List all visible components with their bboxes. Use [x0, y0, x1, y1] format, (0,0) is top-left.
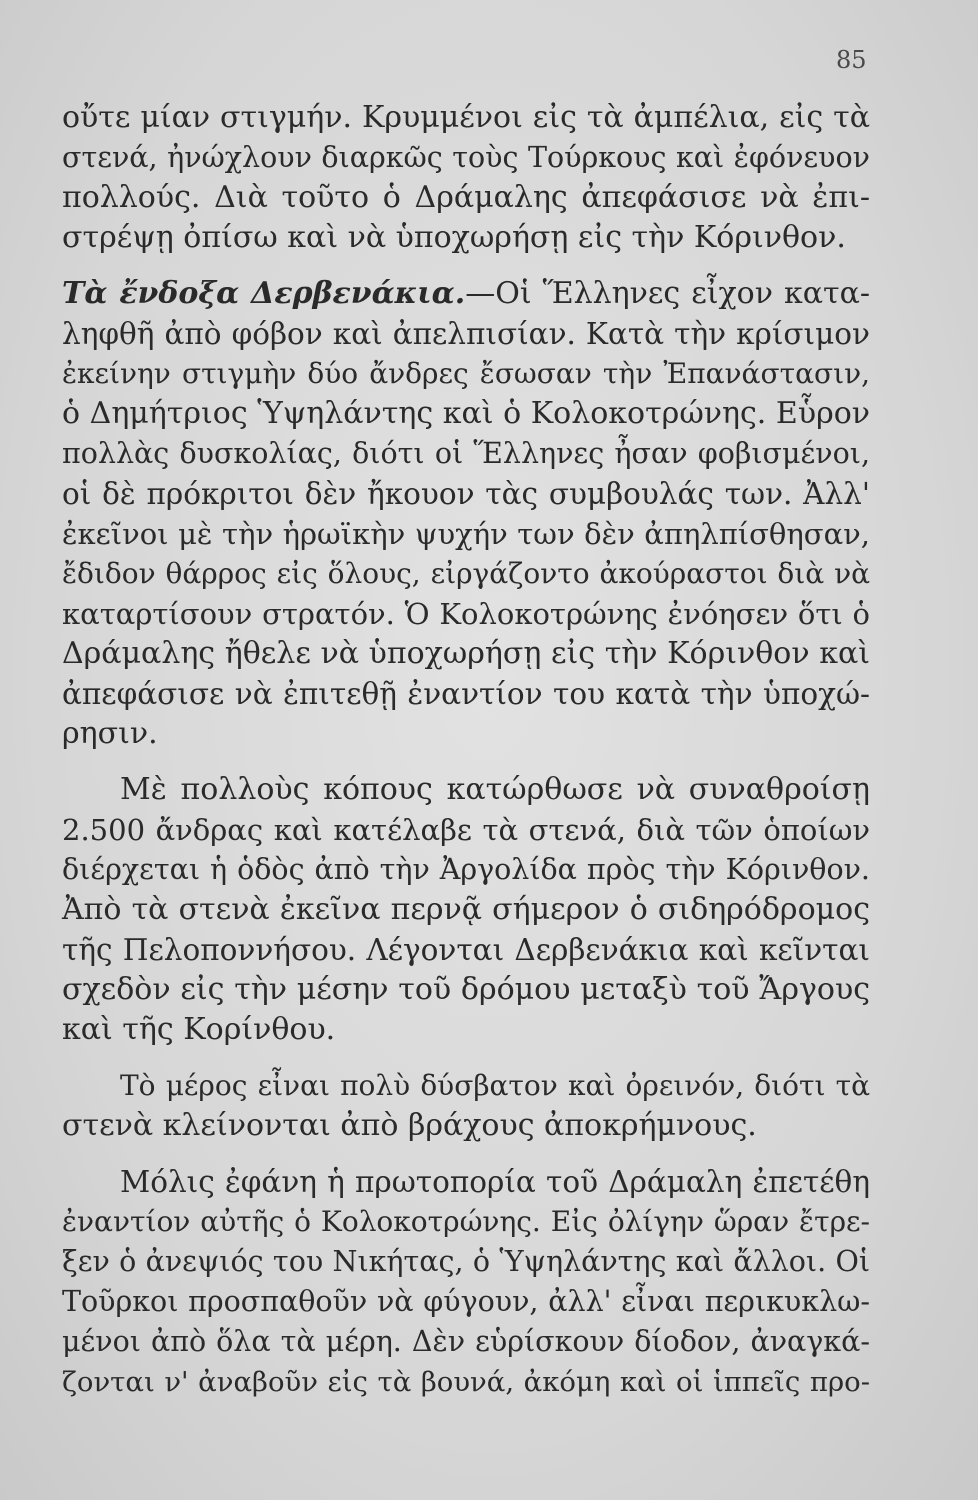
text-line: ἐναντίον αὐτῆς ὁ Κολοκοτρώνης. Εἰς ὀλίγην ὥραν ἔτρε-: [62, 1205, 870, 1238]
paragraph-4: [62, 1066, 870, 1146]
text-line: ξεν ὁ ἀνεψιός του Νικήτας, ὁ Ὑψηλάντης καὶ ἄλλοι. Οἱ: [62, 1245, 870, 1278]
text-line: οὔτε μίαν στιγμήν. Κρυμμένοι εἰς τὰ ἀμπέλια, εἰς τὰ: [62, 100, 870, 135]
text-line: στενά, ἠνώχλουν διαρκῶς τοὺς Τούρκους καὶ ἐφόνευον: [62, 141, 870, 174]
text-line: οἱ δὲ πρόκριτοι δὲν ἤκουον τὰς συμβουλάς των. Ἀλλ': [62, 477, 870, 511]
text-line: ἐκείνην στιγμὴν δύο ἄνδρες ἔσωσαν τὴν Ἐπανάστασιν,: [62, 357, 870, 390]
text-line: διέρχεται ἡ ὁδὸς ἀπὸ τὴν Ἀργολίδα πρὸς τὴν Κόρινθον.: [62, 853, 870, 886]
text-line: ὁ Δημήτριος Ὑψηλάντης καὶ ὁ Κολοκοτρώνης. Εὗρον: [62, 396, 870, 431]
text-line: τῆς Πελοποννήσου. Λέγονται Δερβενάκια καὶ κεῖνται: [62, 933, 870, 967]
section-heading: Τὰ ἔνδοξα Δερβενάκια.: [62, 276, 466, 311]
text-line: 2.500 ἄνδρας καὶ κατέλαβε τὰ στενά, διὰ τῶν ὁποίων: [62, 813, 870, 847]
text-line: πολλούς. Διὰ τοῦτο ὁ Δράμαλης ἀπεφάσισε νὰ ἐπι-: [62, 180, 870, 215]
text-line: στενὰ κλείνονται ἀπὸ βράχους ἀποκρήμνους.: [62, 1108, 757, 1143]
text-line: πολλὰς δυσκολίας, διότι οἱ Ἕλληνες ἦσαν φοβισμένοι,: [62, 437, 870, 470]
text-line: καταρτίσουν στρατόν. Ὁ Κολοκοτρώνης ἐνόησεν ὅτι ὁ: [62, 597, 870, 631]
text-line: Δράμαλης ἤθελε νὰ ὑποχωρήσῃ εἰς τὴν Κόρινθον καὶ: [62, 636, 870, 671]
text-line: ἀπεφάσισε νὰ ἐπιτεθῇ ἐναντίον του κατὰ τὴν ὑποχώ-: [62, 677, 870, 711]
text-line: ἐκεῖνοι μὲ τὴν ἡρωϊκὴν ψυχήν των δὲν ἀπηλπίσθησαν,: [62, 517, 870, 551]
text-line: Ἀπὸ τὰ στενὰ ἐκεῖνα περνᾷ σήμερον ὁ σιδηρόδρομος: [62, 892, 870, 927]
text-line: Τὸ μέρος εἶναι πολὺ δύσβατον καὶ ὀρεινόν, διότι τὰ: [120, 1069, 870, 1102]
text-line: μένοι ἀπὸ ὅλα τὰ μέρη. Δὲν εὑρίσκουν δίοδον, ἀναγκά-: [62, 1325, 870, 1358]
text-line: ρησιν.: [62, 716, 158, 751]
text-line: στρέψῃ ὀπίσω καὶ νὰ ὑποχωρήσῃ εἰς τὴν Κόρινθον.: [62, 220, 846, 255]
heading-line-rest: —Οἱ Ἕλληνες εἶχον κατα-: [465, 276, 870, 311]
page-number: 85: [836, 46, 867, 74]
text-line: Μὲ πολλοὺς κόπους κατώρθωσε νὰ συναθροίσῃ: [120, 772, 870, 807]
text-line: καὶ τῆς Κορίνθου.: [62, 1012, 336, 1047]
text-line: ἔδιδον θάρρος εἰς ὅλους, εἰργάζοντο ἀκούραστοι διὰ νὰ: [62, 557, 870, 590]
paragraph-2: [62, 274, 870, 754]
text-line: Τοῦρκοι προσπαθοῦν νὰ φύγουν, ἀλλ' εἶναι περικυκλω-: [62, 1285, 870, 1318]
text-line: ζονται ν' ἀναβοῦν εἰς τὰ βουνά, ἀκόμη καὶ οἱ ἱππεῖς προ-: [62, 1366, 870, 1398]
text-line: σχεδὸν εἰς τὴν μέσην τοῦ δρόμου μεταξὺ τοῦ Ἄργους: [62, 972, 870, 1007]
paragraph-1: [62, 98, 870, 258]
text-line: Μόλις ἐφάνη ἡ πρωτοπορία τοῦ Δράμαλη ἐπετέθη: [120, 1165, 870, 1199]
text-line: ληφθῆ ἀπὸ φόβον καὶ ἀπελπισίαν. Κατὰ τὴν κρίσιμον: [62, 317, 870, 351]
body-text: [62, 98, 870, 1402]
paragraph-3: [62, 770, 870, 1050]
text-line: [62, 274, 870, 314]
paragraph-5: [62, 1162, 870, 1402]
